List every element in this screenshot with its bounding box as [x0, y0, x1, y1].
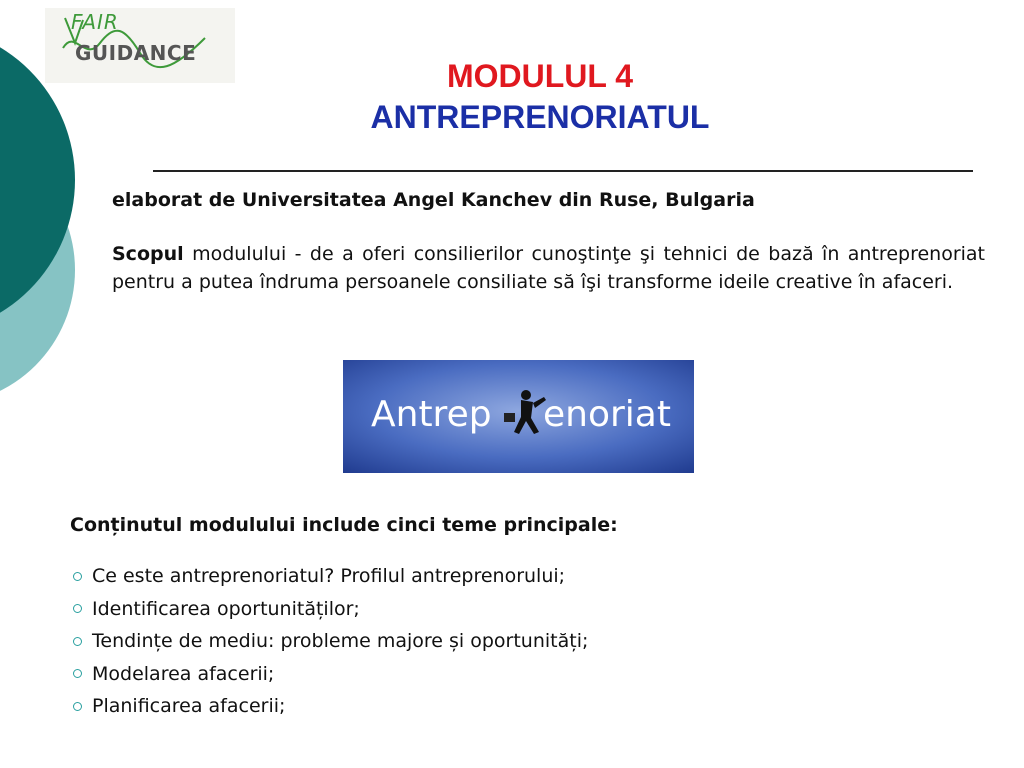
- purpose-text: modulului - de a oferi consilierilor cunoştinţe şi tehnici de bază în antreprenoriat pentru a putea îndruma persoanele consiliate să îşi transforme ideile creative în afaceri.: [112, 243, 985, 293]
- fair-guidance-logo: [45, 8, 235, 83]
- topics-list: [70, 560, 588, 723]
- banner-text-suffix: enoriat: [543, 394, 671, 435]
- contents-heading: Conținutul modulului include cinci teme principale:: [70, 514, 618, 536]
- circle-bullet-icon: [73, 637, 82, 646]
- topic-text: Tendințe de mediu: probleme majore și oportunități;: [92, 630, 589, 653]
- purpose-lead: Scopul: [112, 243, 184, 265]
- topic-text: Ce este antreprenoriatul? Profilul antreprenorului;: [92, 565, 566, 588]
- list-item: [70, 658, 588, 691]
- topic-text: Planificarea afacerii;: [92, 695, 286, 718]
- module-subtitle: ANTREPRENORIATUL: [370, 99, 710, 135]
- antreprenoriat-banner-image: [343, 360, 694, 473]
- circle-bullet-icon: [73, 669, 82, 678]
- module-title: MODULUL 4: [446, 58, 634, 94]
- circle-bullet-icon: [73, 572, 82, 581]
- purpose-paragraph: [112, 240, 985, 296]
- list-item: [70, 625, 588, 658]
- topic-text: Modelarea afacerii;: [92, 662, 275, 685]
- list-item: [70, 593, 588, 626]
- topic-text: Identificarea oportunităților;: [92, 597, 360, 620]
- circle-bullet-icon: [73, 702, 82, 711]
- circle-bullet-icon: [73, 604, 82, 613]
- list-item: [70, 690, 588, 723]
- divider: [153, 170, 973, 172]
- author-line: elaborat de Universitatea Angel Kanchev din Ruse, Bulgaria: [112, 189, 755, 211]
- list-item: [70, 560, 588, 593]
- banner-text-prefix: Antrep: [371, 394, 492, 435]
- logo-text-fair: FAIR: [71, 10, 119, 34]
- logo-text-guidance: GUIDANCE: [75, 41, 197, 65]
